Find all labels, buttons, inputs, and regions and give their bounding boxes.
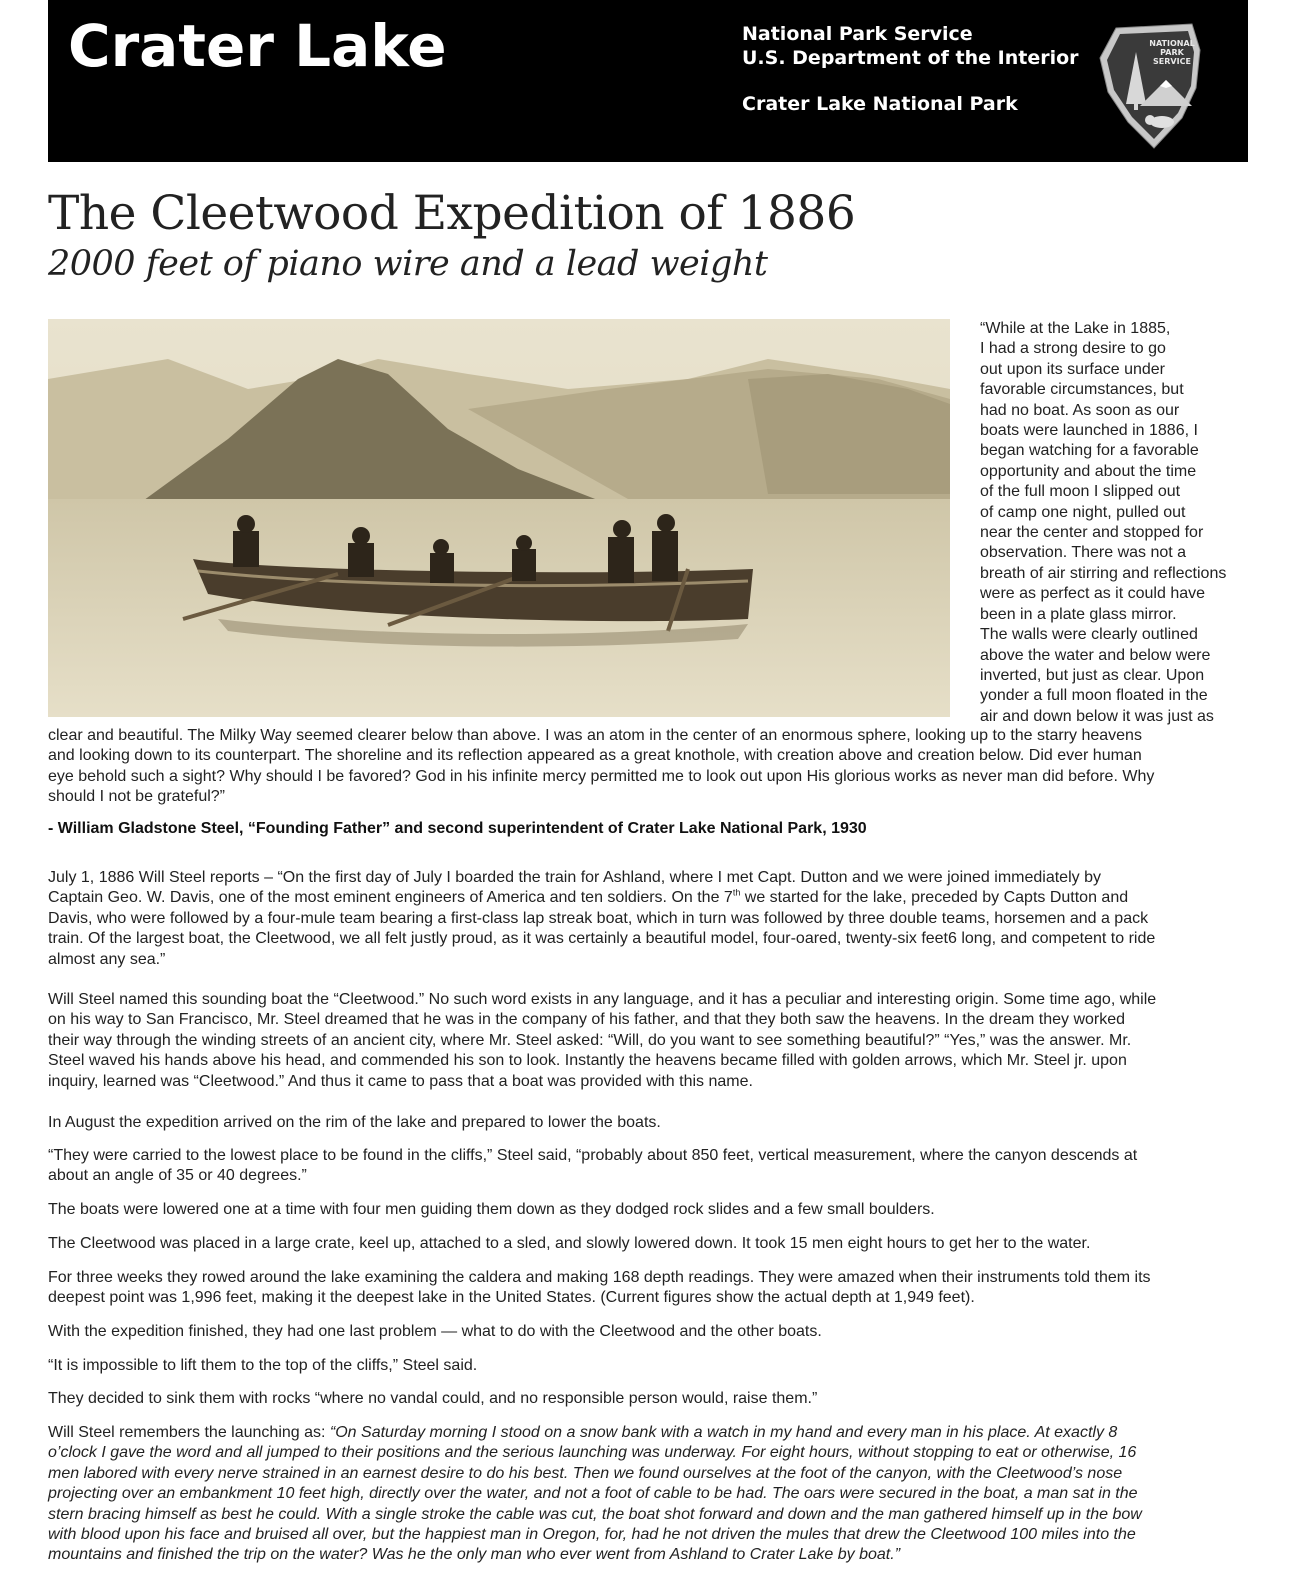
text-line: out upon its surface under <box>980 360 1166 378</box>
italic-quote: “On Saturday morning I stood on a snow bank with a watch in my hand and every man in his place. At exactly 8 <box>329 1424 1118 1441</box>
agency-line-2: U.S. Department of the Interior <box>742 47 1079 69</box>
text-line: should I not be grateful?” <box>48 788 226 806</box>
text-line: of camp one night, pulled out <box>980 503 1186 521</box>
text-line: “While at the Lake in 1885, <box>980 320 1171 337</box>
text-span: Will Steel remembers the launching as: <box>48 1424 330 1441</box>
text-span: we started for the lake, preceded by Capts Dutton and <box>740 889 1129 907</box>
text-line: air and down below it was just as <box>980 707 1214 725</box>
text-line: o’clock I gave the word and all jumped to their positions and the serious launching was underway. For eight hours, without stopping to eat or otherwise, 16 <box>48 1444 1137 1462</box>
text-line: almost any sea.” <box>48 950 166 968</box>
text-line: boats were launched in 1886, I <box>980 422 1198 440</box>
text-line: Will Steel named this sounding boat the “Cleetwood.” No such word exists in any language, and it has a peculiar and interesting origin. Some time ago, while <box>48 991 1157 1008</box>
text-line <box>48 888 1253 908</box>
text-line: been in a plate glass mirror. <box>980 605 1177 623</box>
park-title: Crater Lake <box>68 12 447 80</box>
text-line: and looking down to its counterpart. The shoreline and its reflection appeared as a great knothole, with creation above and creation below. Did ever human <box>48 747 1142 765</box>
logo-text: NATIONAL <box>1149 39 1195 48</box>
text-line: had no boat. As soon as our <box>980 401 1180 419</box>
text-line: men labored with every nerve strained in an earnest desire to do his best. Then we found ourselves at the foot of the canyon, with the Cleetwood’s nose <box>48 1464 1123 1482</box>
text-span: Captain Geo. W. Davis, one of the most eminent engineers of America and ten soldiers. On the 7 <box>48 889 733 907</box>
text-line: began watching for a favorable <box>980 442 1199 460</box>
text-line: With the expedition finished, they had one last problem — what to do with the Cleetwood and the other boats. <box>48 1323 822 1340</box>
paragraph <box>48 1146 1253 1187</box>
quote-side-column <box>980 319 1255 727</box>
text-line: Steel waved his hands above his head, and commended his son to look. Instantly the heavens became filled with golden arrows, which Mr. Steel jr. upon <box>48 1052 1127 1070</box>
text-line: projecting over an embankment 10 feet high, directly over the water, and not a foot of cable to be had. The oars were secured in the boat, a man sat in the <box>48 1485 1138 1503</box>
text-line: Davis, who were followed by a four-mule team bearing a first-class lap streak boat, which in turn was followed by three double teams, horsemen and a pack <box>48 909 1149 927</box>
text-line: inverted, but just as clear. Upon <box>980 666 1205 684</box>
agency-block <box>742 22 1079 116</box>
text-line: The boats were lowered one at a time with four men guiding them down as they dodged rock slides and a few small boulders. <box>48 1201 935 1218</box>
header-banner <box>48 0 1248 162</box>
svg-text:SERVICE: SERVICE <box>1153 57 1191 66</box>
paragraph <box>48 1200 1253 1220</box>
text-line: on his way to San Francisco, Mr. Steel dreamed that he was in the company of his father, and that they both saw the heavens. In the dream they worked <box>48 1011 1126 1029</box>
text-line: about an angle of 35 or 40 degrees.” <box>48 1167 307 1185</box>
text-line: mountains and finished the trip on the water? Was he the only man who ever went from Ashland to Crater Lake by boat.” <box>48 1546 901 1564</box>
text-line: breath of air stirring and reflections <box>980 564 1227 582</box>
paragraph <box>48 1113 1253 1133</box>
paragraph <box>48 1423 1253 1566</box>
text-line: eye behold such a sight? Why should I be favored? God in his infinite mercy permitted me to look out upon His glorious works as never man did before. Why <box>48 767 1155 785</box>
text-line: opportunity and about the time <box>980 462 1197 480</box>
text-line: deepest point was 1,996 feet, making it the deepest lake in the United States. (Current figures show the actual depth at 1,949 feet). <box>48 1289 975 1307</box>
text-line: “They were carried to the lowest place to be found in the cliffs,” Steel said, “probably about 850 feet, vertical measurement, where the canyon descends at <box>48 1147 1138 1164</box>
text-line: I had a strong desire to go <box>980 340 1166 358</box>
paragraph <box>48 990 1253 1092</box>
text-line <box>48 1423 1253 1443</box>
text-line: above the water and below were <box>980 646 1211 664</box>
agency-line-1: National Park Service <box>742 23 973 45</box>
svg-text:PARK: PARK <box>1160 48 1184 57</box>
quote-attribution: - William Gladstone Steel, “Founding Father” and second superintendent of Crater Lake National Park, 1930 <box>48 820 867 837</box>
quote-continuation <box>48 726 1253 808</box>
park-name: Crater Lake National Park <box>742 93 1018 115</box>
paragraph <box>48 1356 1253 1376</box>
text-line: In August the expedition arrived on the rim of the lake and prepared to lower the boats. <box>48 1114 661 1131</box>
text-line: clear and beautiful. The Milky Way seemed clearer below than above. I was an atom in the center of an enormous sphere, looking up to the starry heavens <box>48 727 1142 744</box>
article-title: The Cleetwood Expedition of 1886 <box>48 186 856 241</box>
text-line: observation. There was not a <box>980 544 1187 562</box>
historic-boat-photo <box>48 319 950 717</box>
text-line: “It is impossible to lift them to the top of the cliffs,” Steel said. <box>48 1357 478 1374</box>
text-line: The walls were clearly outlined <box>980 626 1198 644</box>
text-line: yonder a full moon floated in the <box>980 687 1208 705</box>
paragraph <box>48 1234 1253 1254</box>
paragraph <box>48 1268 1253 1309</box>
text-line: The Cleetwood was placed in a large crate, keel up, attached to a sled, and slowly lowered down. It took 15 men eight hours to get her to the water. <box>48 1235 1091 1252</box>
article-subtitle: 2000 feet of piano wire and a lead weight <box>48 244 768 284</box>
text-line: stern bracing himself as best he could. With a single stroke the cable was cut, the boat shot forward and down and the man gathered himself up in the bow <box>48 1505 1142 1523</box>
paragraph <box>48 1322 1253 1342</box>
text-line: with blood upon his face and bruised all over, but the happiest man in Oregon, for, had he not driven the mules that drew the Cleetwood 100 miles into the <box>48 1526 1136 1544</box>
paragraph <box>48 1389 1253 1409</box>
text-line: July 1, 1886 Will Steel reports – “On the first day of July I boarded the train for Ashland, where I met Capt. Dutton and we were joined immediately by <box>48 869 1101 886</box>
paragraph <box>48 868 1253 970</box>
text-line: were as perfect as it could have <box>980 585 1206 603</box>
text-line: They decided to sink them with rocks “where no vandal could, and no responsible person would, raise them.” <box>48 1390 818 1407</box>
text-line: of the full moon I slipped out <box>980 483 1181 501</box>
text-line: near the center and stopped for <box>980 524 1204 542</box>
text-line: favorable circumstances, but <box>980 381 1184 399</box>
text-line: For three weeks they rowed around the lake examining the caldera and making 168 depth readings. They were amazed when their instruments told them its <box>48 1269 1151 1286</box>
text-line: train. Of the largest boat, the Cleetwood, we all felt justly proud, as it was certainly a beautiful model, four-oared, twenty-six feet6 long, and competent to ride <box>48 930 1156 948</box>
superscript: th <box>732 888 741 899</box>
nps-arrowhead-logo <box>1096 22 1204 150</box>
text-line: inquiry, learned was “Cleetwood.” And thus it came to pass that a boat was provided with this name. <box>48 1072 753 1090</box>
text-line: their way through the winding streets of an ancient city, where Mr. Steel asked: “Will, do you want to see something beautiful?” “Yes,” was the answer. Mr. <box>48 1031 1132 1049</box>
